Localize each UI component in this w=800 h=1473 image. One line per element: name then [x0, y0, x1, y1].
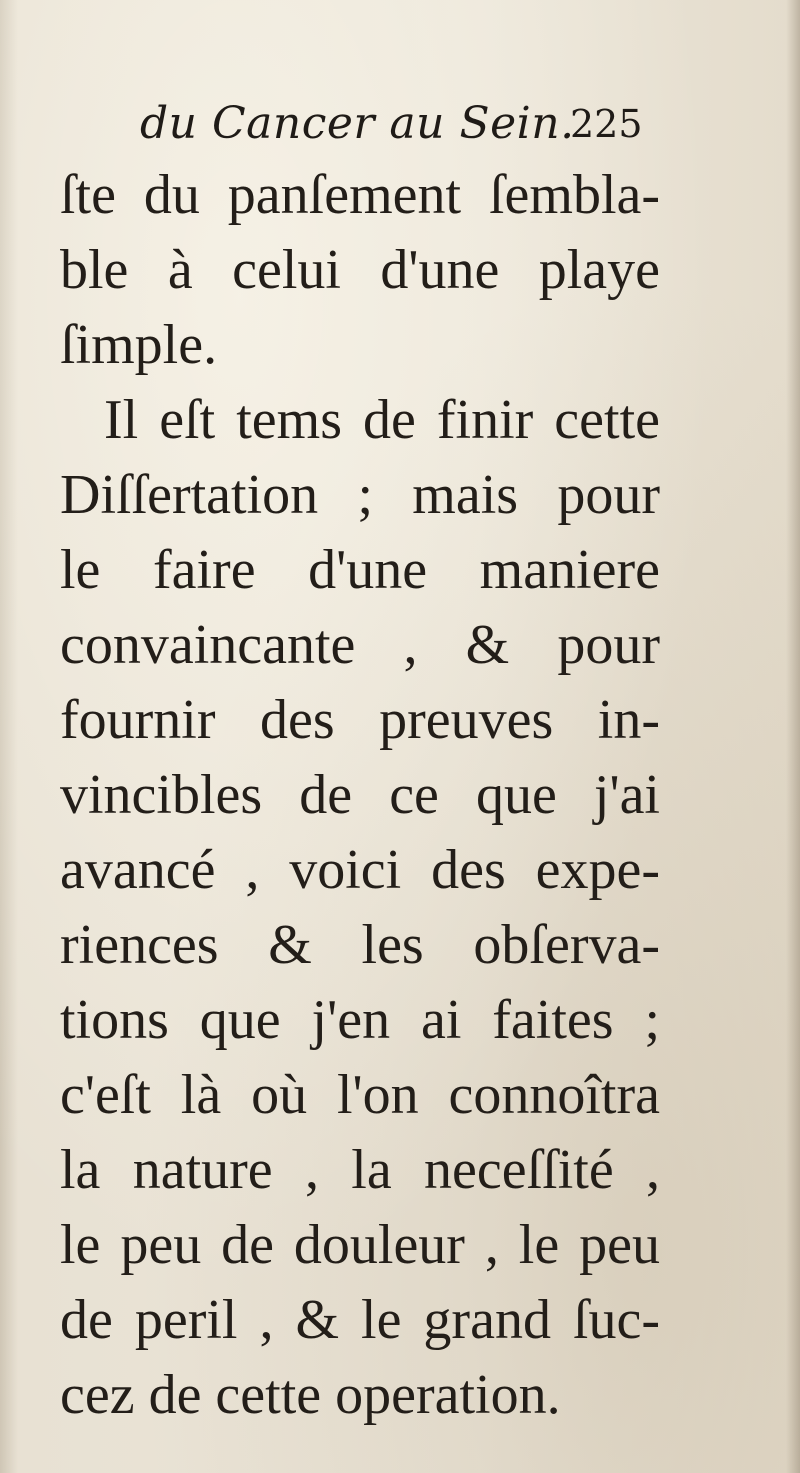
- text-line: Il eſt tems de finir cette: [104, 389, 660, 451]
- text-line: ſte du panſement ſembla-: [60, 164, 660, 226]
- text-line: vincibles de ce que j'ai: [60, 764, 660, 826]
- text-line: de peril , & le grand ſuc-: [60, 1289, 660, 1351]
- text-line: le faire d'une maniere: [60, 539, 660, 601]
- text-line: avancé , voici des expe-: [60, 839, 660, 901]
- text-line: cez de cette operation.: [60, 1364, 561, 1426]
- text-line: ble à celui d'une playe: [60, 239, 660, 301]
- text-line: riences & les obſerva-: [60, 914, 660, 976]
- text-line: le peu de douleur , le peu: [60, 1214, 660, 1276]
- page-header: [140, 98, 660, 158]
- body-text: [60, 158, 660, 1433]
- text-line: ſimple.: [60, 314, 218, 376]
- text-line: Diſſertation ; mais pour: [60, 464, 660, 526]
- text-line: convaincante , & pour: [60, 614, 660, 676]
- text-line: fournir des preuves in-: [60, 689, 660, 751]
- running-title: du Cancer au Sein.: [140, 98, 575, 149]
- page-number: 225: [570, 102, 643, 146]
- text-line: tions que j'en ai faites ;: [60, 989, 660, 1051]
- text-line: c'eſt là où l'on connoîtra: [60, 1064, 660, 1126]
- text-line: la nature , la neceſſité ,: [60, 1139, 660, 1201]
